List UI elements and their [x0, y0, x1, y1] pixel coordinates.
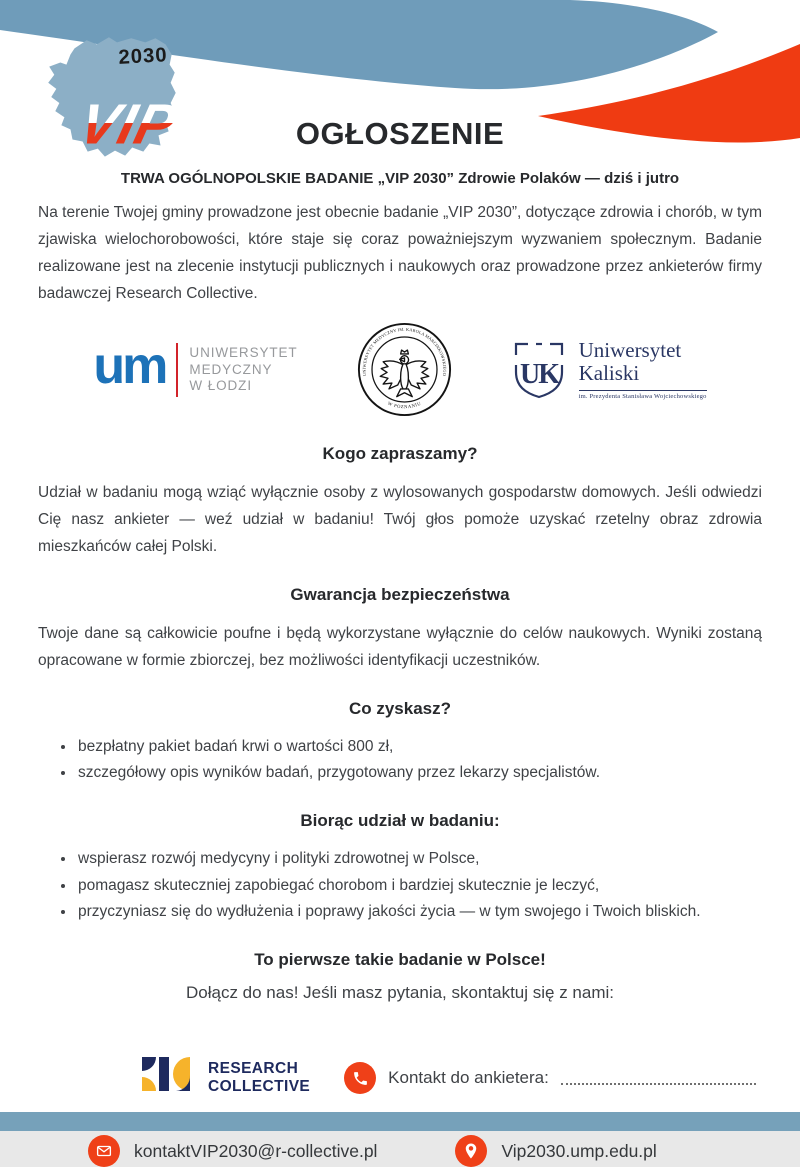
- benefits-list: [38, 734, 762, 787]
- location-pin-icon: [455, 1135, 487, 1167]
- uk-subline: im. Prezydenta Stanisława Wojciechowskiego: [579, 390, 707, 400]
- list-item: • bezpłatny pakiet badań krwi o wartości 800 zł,: [76, 734, 762, 761]
- seal-ring-text-bottom: W POZNANIU: [386, 401, 422, 411]
- logo-uniwersytet-medyczny-lodz: [93, 336, 298, 397]
- uk-shield-mark: [511, 339, 567, 401]
- vip-logo-year: 2030: [117, 44, 169, 69]
- um-lodz-line1: UNIWERSYTET: [189, 345, 298, 361]
- um-lodz-line3: W ŁODZI: [189, 378, 252, 394]
- participation-list: [38, 846, 762, 926]
- logo-uniwersytet-kaliski: [511, 339, 707, 401]
- page-subtitle: TRWA OGÓLNOPOLSKIE BADANIE „VIP 2030” Zdrowie Polaków — dziś i jutro: [120, 170, 680, 187]
- section-body-safety: Twoje dane są całkowicie poufne i będą wykorzystane wyłącznie do celów naukowych. Wyniki zostaną opracowane w formie zbiorczej, bez możliwości identyfikacji uczestników.: [38, 624, 762, 669]
- um-lodz-line2: MEDYCZNY: [189, 361, 273, 377]
- logo-uniwersytet-medyczny-poznan-seal: [356, 321, 453, 418]
- interviewer-contact-label: Kontakt do ankietera:: [388, 1068, 549, 1087]
- uk-wordmark: [579, 339, 707, 400]
- section-body-invite: Udział w badaniu mogą wziąć wyłącznie osoby z wylosowanych gospodarstw domowych. Jeśli odwiedzi Cię nasz ankieter — weź udział w badaniu! Twój głos pomoże uzyskać rzetelny obraz zdrowia mieszkańców całej Polski.: [38, 483, 762, 555]
- uk-name-line1: Uniwersytet: [578, 337, 682, 362]
- uk-bracket-left: [516, 344, 528, 355]
- partner-logos-row: [0, 320, 800, 420]
- research-collective-wordmark: [208, 1060, 310, 1097]
- phone-icon: [344, 1062, 376, 1094]
- agency-contact-row: [140, 1055, 756, 1101]
- list-item: • wspierasz rozwój medycyny i polityki zdrowotnej w Polsce,: [76, 846, 762, 873]
- vip-2030-logo: [30, 28, 200, 172]
- list-item: • szczegółowy opis wyników badań, przygotowany przez lekarzy specjalistów.: [76, 760, 762, 787]
- vip-logo-letters: VIP: [72, 93, 183, 157]
- website-link[interactable]: Vip2030.ump.edu.pl: [501, 1140, 657, 1161]
- section-heading-invite: Kogo zapraszamy?: [322, 443, 478, 463]
- uk-mark-letters: UK: [519, 358, 558, 390]
- uk-bracket-right: [550, 344, 562, 355]
- interviewer-contact-line: [344, 1062, 756, 1094]
- decorative-bottom-bar: [0, 1112, 800, 1131]
- page-title: OGŁOSZENIE: [295, 116, 505, 151]
- section-heading-participate: Biorąc udział w badaniu:: [300, 811, 500, 831]
- uk-name-line2: Kaliski: [578, 361, 640, 386]
- um-lodz-mark: um: [93, 336, 166, 395]
- seal-ring-text-top: UNIWERSYTET MEDYCZNY IM. KAROLA MARCINKOWSKIEGO: [361, 327, 447, 377]
- section-heading-safety: Gwarancja bezpieczeństwa: [290, 584, 510, 604]
- closing-text: Dołącz do nas! Jeśli masz pytania, skontaktuj się z nami:: [185, 983, 615, 1002]
- list-item: • pomagasz skuteczniej zapobiegać chorobom i bardziej skutecznie je leczyć,: [76, 873, 762, 900]
- closing-heading: To pierwsze takie badanie w Polsce!: [254, 950, 546, 969]
- email-icon: [88, 1135, 120, 1167]
- list-item: • przyczyniasz się do wydłużenia i poprawy jakości życia — w tym swojego i Twoich bliskich.: [76, 899, 762, 926]
- intro-paragraph: Na terenie Twojej gminy prowadzone jest obecnie badanie „VIP 2030”, dotyczące zdrowia i chorób, w tym zjawiska wielochorobowości, które staje się coraz poważniejszym wyzwaniem społecznym. Badanie realizowane jest na zlecenie instytucji publicznych i naukowych oraz prowadzone przez ankieterów firmy badawczej Research Collective.: [38, 204, 762, 302]
- rc-line2: COLLECTIVE: [208, 1078, 311, 1095]
- section-heading-gain: Co zyskasz?: [348, 698, 452, 718]
- svg-text:W POZNANIU: [386, 402, 422, 411]
- eagle-emblem-icon: [380, 350, 429, 397]
- research-collective-mark: [140, 1055, 198, 1101]
- bottom-contacts-row: [88, 1135, 800, 1167]
- um-lodz-divider: [176, 343, 178, 397]
- email-contact: [88, 1135, 377, 1167]
- email-link[interactable]: kontaktVIP2030@r-collective.pl: [134, 1140, 378, 1161]
- fill-in-blank-line: [561, 1082, 756, 1085]
- website-contact: [455, 1135, 656, 1167]
- rc-line1: RESEARCH: [208, 1059, 299, 1077]
- um-lodz-wordmark: [189, 345, 297, 394]
- research-collective-logo: [140, 1055, 310, 1101]
